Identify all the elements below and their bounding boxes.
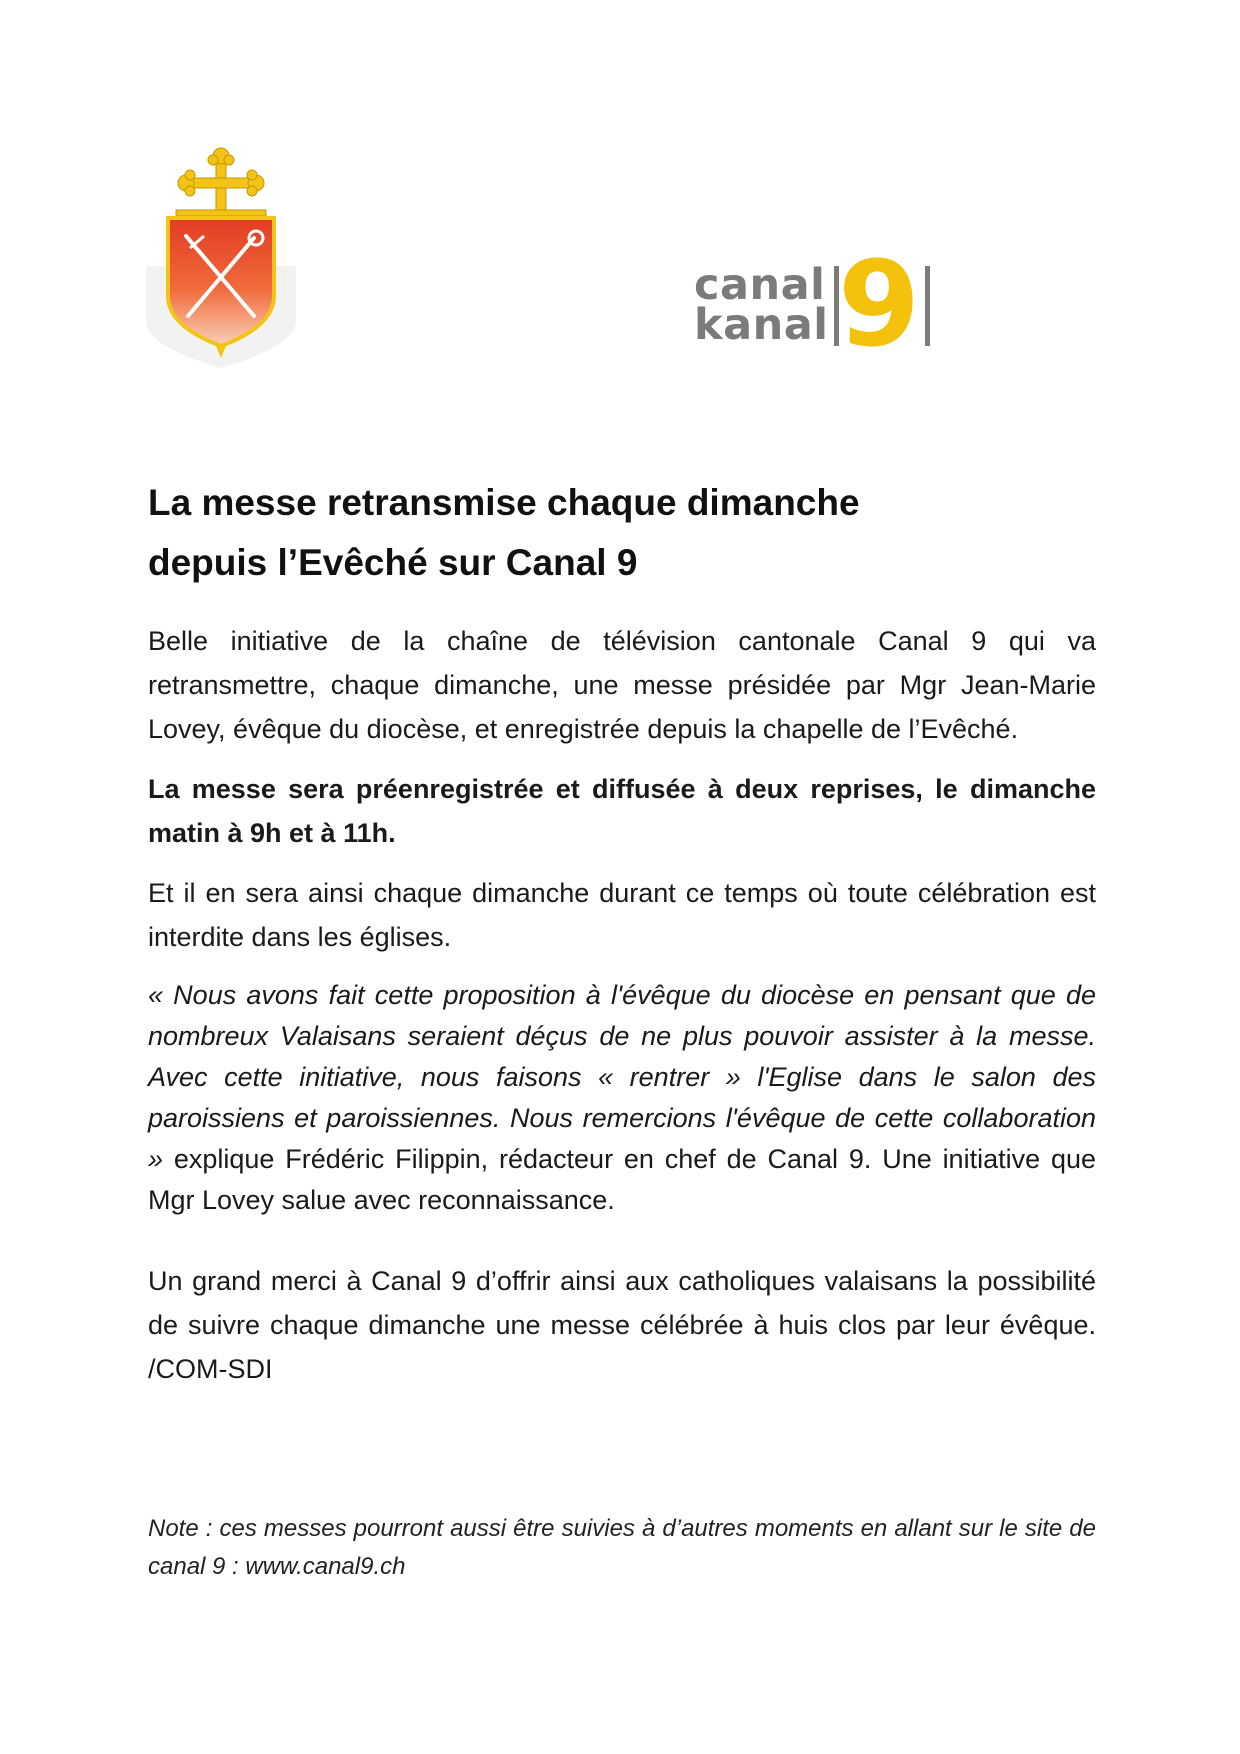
quote-text: « Nous avons fait cette proposition à l'évêque du diocèse en pensant que de nombreux Valaisans seraient déçus de ne plus pouvoir assister à la messe. Avec cette initiative, nous faisons « rentrer » l'Eglise dans le salon des paroissiens et paroissiennes. Nous remercions l'évêque de cette collaboration »	[148, 980, 1096, 1174]
article-body	[148, 473, 1096, 1391]
canal9-logo-bar-right	[925, 266, 930, 346]
canal9-logo-wordmark	[694, 260, 829, 350]
quote-attribution: explique Frédéric Filippin, rédacteur en chef de Canal 9. Une initiative que Mgr Lovey salue avec reconnaissance.	[148, 1144, 1096, 1215]
canal9-logo-line1: canal	[694, 260, 826, 310]
canal9-logo-line2: kanal	[694, 300, 829, 350]
article-title	[148, 473, 1096, 593]
paragraph-quote	[148, 975, 1096, 1221]
paragraph-every-sunday: Et il en sera ainsi chaque dimanche durant ce temps où toute célébration est interdite dans les églises.	[148, 878, 1096, 952]
paragraph-intro: Belle initiative de la chaîne de télévision cantonale Canal 9 qui va retransmettre, chaque dimanche, une messe présidée par Mgr Jean-Marie Lovey, évêque du diocèse, et enregistrée depuis la chapelle de l’Evêché.	[148, 626, 1096, 744]
paragraph-thanks: Un grand merci à Canal 9 d’offrir ainsi aux catholiques valaisans la possibilité de suivre chaque dimanche une messe célébrée à huis clos par leur évêque. /COM-SDI	[148, 1266, 1096, 1384]
canal9-logo-digit: 9	[838, 235, 921, 373]
diocese-coat-of-arms-icon	[146, 146, 296, 368]
article-title-line1: La messe retransmise chaque dimanche	[148, 482, 860, 523]
canal9-logo	[694, 235, 944, 373]
footnote: Note : ces messes pourront aussi être suivies à d’autres moments en allant sur le site de canal 9 : www.canal9.ch	[148, 1515, 1096, 1580]
paragraph-schedule: La messe sera préenregistrée et diffusée à deux reprises, le dimanche matin à 9h et à 11h.	[148, 774, 1096, 848]
article-title-line2: depuis l’Evêché sur Canal 9	[148, 542, 638, 583]
